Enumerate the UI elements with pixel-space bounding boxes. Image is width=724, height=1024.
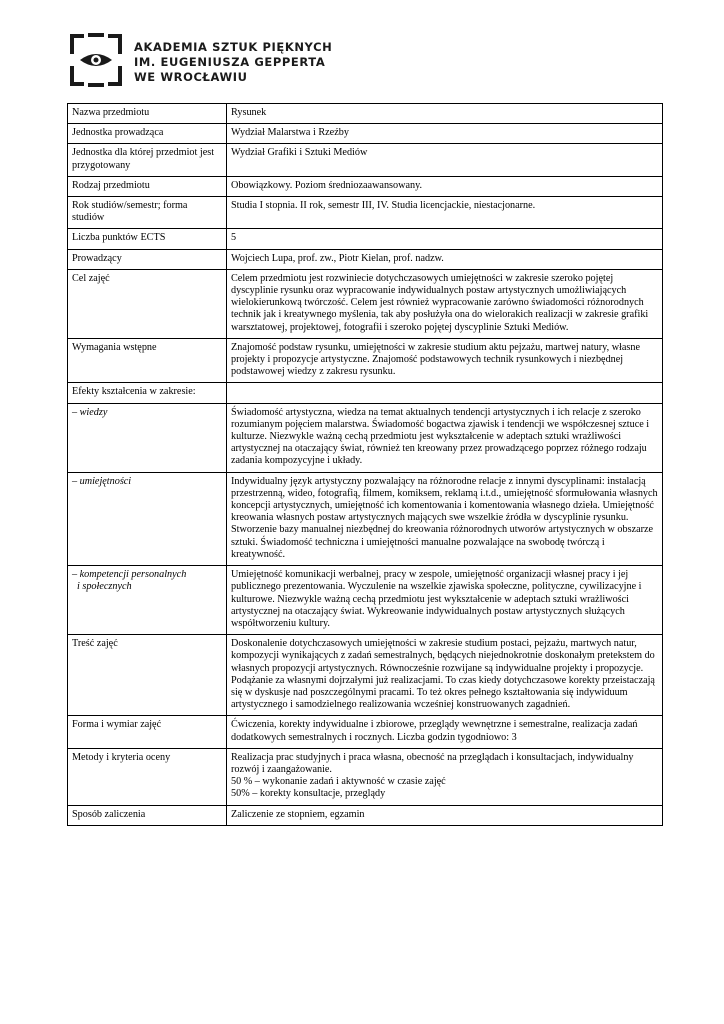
table-row (68, 748, 663, 805)
row-label: – wiedzy (68, 403, 227, 472)
row-value: Umiejętność komunikacji werbalnej, pracy w zespole, umiejętność organizacji własnej pracy i jej publicznego prezentowania. Wyczulenie na wszelkie zjawiska społeczne, polityczne, cywilizacyjne i kulturowe. Niezwykle ważną cechą przedmiotu jest wykształcenie w adeptach sztuki wrażliwości artystycznej na otaczający świat. Wykreowanie indywidualnych postaw artystycznych służących współtworzeniu kultury. (227, 566, 663, 635)
row-value: Wydział Grafiki i Sztuki Mediów (227, 144, 663, 176)
row-label-line-2: i społecznych (77, 581, 132, 593)
row-label: Rodzaj przedmiotu (68, 176, 227, 196)
table-row (68, 338, 663, 383)
row-value: Doskonalenie dotychczasowych umiejętności w zakresie studium postaci, pejzażu, martwych natur, kompozycji wynikających z zadań semestralnych, będących niejednokrotnie doskonałym pretekstem do własnych propozycji artystycznych. Równocześnie rozwijane są indywidualne projekty i propozycje. Podążanie za własnymi dojrzałymi już realizacjami. To czas kiedy dotychczasowe korekty przeistaczają się w dyskusje nad poszczególnymi pracami. To też okres pełnego kształtowania się indywiduum artystycznego i samodzielnego realizowania wcześniej konstruowanych zagadnień. (227, 635, 663, 716)
row-value: Wojciech Lupa, prof. zw., Piotr Kielan, prof. nadzw. (227, 249, 663, 269)
table-row (68, 472, 663, 565)
row-label: Forma i wymiar zajęć (68, 716, 227, 748)
row-value: Rysunek (227, 104, 663, 124)
row-label: Cel zajęć (68, 269, 227, 338)
row-value (227, 748, 663, 805)
table-row (68, 383, 663, 403)
table-row (68, 716, 663, 748)
row-value: Wydział Malarstwa i Rzeźby (227, 124, 663, 144)
row-value-line-3: 50% – korekty konsultacje, przeglądy (231, 788, 386, 800)
row-label: Metody i kryteria oceny (68, 748, 227, 805)
row-label: Treść zajęć (68, 635, 227, 716)
row-value: Indywidualny język artystyczny pozwalający na różnorodne relacje z innymi dyscyplinami: instalacją przestrzenną, wideo, fotografią, filmem, komiksem, reklamą i.t.d., umiejętność sformułowania własnych koncepcji artystycznych, umiejętność ich komentowania i komentowania własnego dzieła. Umiejętność kreowania własnych postaw artystycznych mających swe wszelkie źródła w dyscyplinie rysunku. Stworzenie bazy manualnej niezbędnej do kreowania różnorodnych utworów artystycznych w obszarze sztuki. Świadomość techniczna i umiejętności manualne pozwalające na swobodę twórczą i kreatywność. (227, 472, 663, 565)
syllabus-table (67, 103, 663, 826)
table-row (68, 805, 663, 825)
row-value-line-2: 50 % – wykonanie zadań i aktywność w czasie zajęć (231, 776, 446, 788)
row-value: Ćwiczenia, korekty indywidualne i zbiorowe, przeglądy wewnętrzne i semestralne, realizacja zadań dodatkowych semestralnych i rocznych. Liczba godzin tygodniowo: 3 (227, 716, 663, 748)
table-row (68, 124, 663, 144)
row-label: Rok studiów/semestr; forma studiów (68, 197, 227, 229)
row-label: Sposób zaliczenia (68, 805, 227, 825)
row-label: – umiejętności (68, 472, 227, 565)
row-label: Jednostka dla której przedmiot jest przygotowany (68, 144, 227, 176)
row-label: Nazwa przedmiotu (68, 104, 227, 124)
row-value: 5 (227, 229, 663, 249)
institution-name-line-3: WE WROCŁAWIU (134, 70, 248, 84)
table-row (68, 229, 663, 249)
row-value: Świadomość artystyczna, wiedza na temat aktualnych tendencji artystycznych i ich relacje z szeroko rozumianym pojęciem malarstwa. Świadomość bogactwa zjawisk i tendencji we współczesnej sztuce i kulturze. Niezwykle ważną cechą przedmiotu jest wykształcenie w adeptach sztuki wrażliwości artystycznej na otaczający świat, również ten kreowany przez prowadzącego poprzez różnego rodzaju zadania kompozycyjne i układy. (227, 403, 663, 472)
row-value: Znajomość podstaw rysunku, umiejętności w zakresie studium aktu pejzażu, martwej natury, własne projekty i propozycje artystyczne. Znajomość podstawowych technik rysunkowych i niezbędnej podstawowej wiedzy z zakresu rysunku. (227, 338, 663, 383)
row-value-line-1: Realizacja prac studyjnych i praca własna, obecność na przeglądach i konsultacjach, indywidualny rozwój i zaangażowanie. (231, 751, 634, 775)
row-value: Obowiązkowy. Poziom średniozaawansowany. (227, 176, 663, 196)
row-label: Jednostka prowadząca (68, 124, 227, 144)
institution-name-line-2: IM. EUGENIUSZA GEPPERTA (134, 55, 326, 69)
table-row (68, 176, 663, 196)
table-row (68, 249, 663, 269)
table-row (68, 104, 663, 124)
row-value: Zaliczenie ze stopniem, egzamin (227, 805, 663, 825)
table-row (68, 403, 663, 472)
table-row (68, 144, 663, 176)
institution-name-line-1: AKADEMIA SZTUK PIĘKNYCH (134, 40, 333, 54)
row-label: Efekty kształcenia w zakresie: (68, 383, 227, 403)
row-value: Celem przedmiotu jest rozwiniecie dotychczasowych umiejętności w zakresie szeroko pojętej dyscyplinie rysunku oraz wypracowanie indywidualnych postaw artystycznych umożliwiających wielokierunkową twórczość. Celem jest również wypracowanie zarówno świadomości różnorodnych technik jak i kreatywnego myślenia, tak aby posłużyła ona do wielorakich realizacji w zakresie grafiki warsztatowej, projektowej, fotografii i szeroko pojętej dyscyplinie Sztuki Mediów. (227, 269, 663, 338)
table-row (68, 269, 663, 338)
table-row (68, 566, 663, 635)
row-label: Liczba punktów ECTS (68, 229, 227, 249)
row-value (227, 383, 663, 403)
row-label: Prowadzący (68, 249, 227, 269)
table-row (68, 635, 663, 716)
row-label: Wymagania wstępne (68, 338, 227, 383)
institution-header (68, 32, 368, 92)
row-value: Studia I stopnia. II rok, semestr III, IV. Studia licencjackie, niestacjonarne. (227, 197, 663, 229)
row-label-line-1: – kompetencji personalnych (72, 569, 187, 581)
table-row (68, 197, 663, 229)
row-label (68, 566, 227, 635)
institution-name (134, 40, 332, 85)
eye-logo-icon (68, 32, 124, 88)
